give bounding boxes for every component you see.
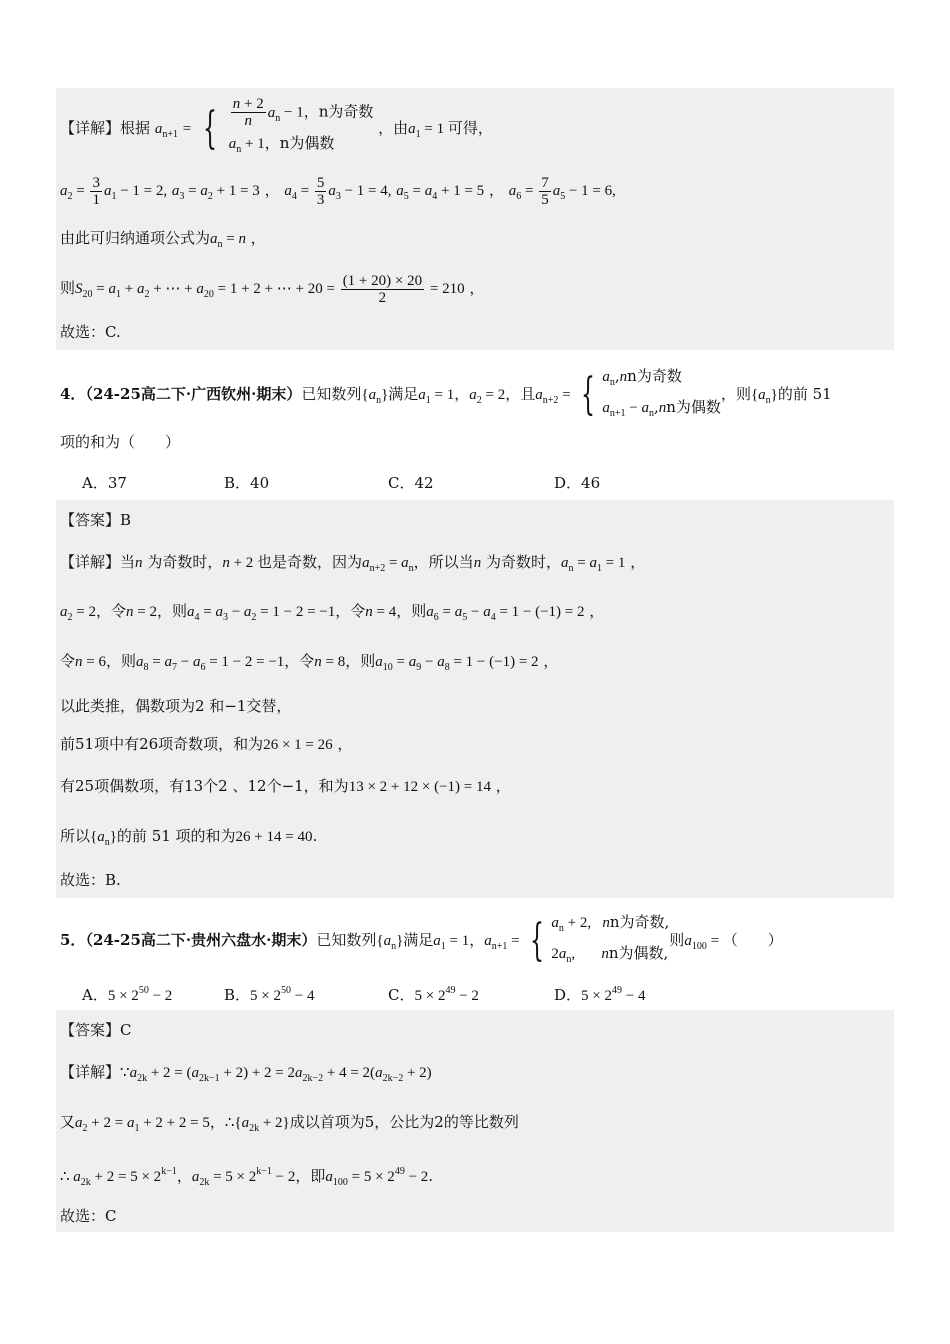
question-4-option-c: C．42 xyxy=(388,474,434,492)
brace-icon: { xyxy=(581,369,596,420)
solution-5-line-2: 又$a_2 + 2 = a_1 + 2 + 2 = 5$，$\therefore\{a_{2k} + 2\}$成以首项为5，公比为2的等比数列 xyxy=(60,1113,519,1134)
question-5-option-c: C．$5 \times 2^{49} - 2$ xyxy=(388,985,479,1004)
question-5-option-a: A．$5 \times 2^{50} - 2$ xyxy=(82,985,173,1004)
solution-4-line-1: 【详解】当n 为奇数时，n + 2 也是奇数，因为$a_{n+2} = a_n$，所以当n 为奇数时，$a_n = a_1 = 1$ ， xyxy=(60,553,646,574)
brace-icon: { xyxy=(202,102,217,154)
question-4-option-b: B．40 xyxy=(224,474,270,492)
solution-3-choice: 故选：C. xyxy=(60,323,121,341)
brace-icon: { xyxy=(530,915,545,966)
solution-3-line-3: 由此可归纳通项公式为$a_n = n$ ， xyxy=(60,229,266,250)
detail-label: 【详解】 xyxy=(60,118,121,137)
solution-5-line-3: ∴ $a_{2k} + 2 = 5 \times 2^{k-1}$，$a_{2k} = 5 \times 2^{k-1} - 2$，即$a_{100} = 5 \times 2^{49} - 2$. xyxy=(60,1166,434,1188)
piecewise-definition: $\frac{n + 2}{n}$ $a_n - 1$，n为奇数 $a_n + 1$，n为偶数 xyxy=(228,96,374,155)
question-4-option-a: A．37 xyxy=(82,474,127,492)
solution-3-line-2: $a_2$ = $\frac{3}{1}$ $a_1 - 1 = 2$, $a_3 = a_2 + 1 = 3$ ， $a_4$ = $\frac{5}{3}$ $a_3 - 1 = 4$, $a_5 = a_4 + 1 = 5$ ， $a_6$ = $\frac{7}{5}$ $a_5 - 1 = 6$, xyxy=(60,174,616,208)
solution-5-line-1: 【详解】$\because a_{2k} + 2 = (a_{2k-1} + 2) + 2 = 2a_{2k-2} + 4 = 2(a_{2k-2} + 2)$ xyxy=(60,1063,432,1084)
answer-4: 【答案】B xyxy=(60,511,132,529)
question-5-option-d: D．$5 \times 2^{49} - 4$ xyxy=(554,985,646,1004)
solution-3-line-1: 【详解】根据 $a_{n+1}$ = { $\frac{n + 2}{n}$ $a_n - 1$，n为奇数 $a_n + 1$，n为偶数 ，由$a_1 = 1$ 可得， xyxy=(60,96,493,165)
question-5-source: （24-25高二下·贵州六盘水·期末） xyxy=(85,931,317,949)
question-4-source: （24-25高二下·广西钦州·期末） xyxy=(85,385,302,403)
solution-5-choice: 故选：C xyxy=(60,1207,117,1225)
solution-4-line-7: 所以$\{a_n\}$的前 51 项的和为26 + 14 = 40. xyxy=(60,827,318,848)
solution-4-line-4: 以此类推，偶数项为2 和−1交替， xyxy=(60,697,292,715)
solution-4-line-5: 前51项中有26项奇数项，和为26 × 1 = 26 ， xyxy=(60,735,353,753)
solution-4-line-3: 令n = 6，则$a_8 = a_7 - a_6 = 1 - 2 = -1$，令n = 8，则$a_{10} = a_9 - a_8 = 1 - (-1) = 2$ ， xyxy=(60,652,559,673)
solution-4-line-2: $a_2 = 2$，令n = 2，则$a_4 = a_3 - a_2 = 1 - 2 = -1$，令n = 4，则$a_6 = a_5 - a_4 = 1 - (-1) = 2$ ， xyxy=(60,602,605,623)
solution-3-line-4: 则$S_{20} = a_1 + a_2$ + ⋯ + $a_{20} = 1 + 2$ + ⋯ + 20 = $\frac{(1 + 20) \times 20}{2}$ = 210 ， xyxy=(60,272,485,306)
solution-4-choice: 故选：B. xyxy=(60,871,121,889)
question-5-stem: 5．（24-25高二下·贵州六盘水·期末）已知数列$\{a_n\}$满足$a_1 = 1$，$a_{n+1}$ = { $a_n + 2$, nn为奇数, $2a_n$, nn为偶数, 则$a_{100}$ = （ ） xyxy=(60,913,783,966)
question-4-stem: 4．（24-25高二下·广西钦州·期末）已知数列$\{a_n\}$满足$a_1 = 1$，$a_2 = 2$，且$a_{n+2}$ = { $a_n,nn$为奇数 $a_{n+1} - a_n,nn$为偶数 ，则$\{a_n\}$的前 51 xyxy=(60,367,832,420)
question-4-stem-cont: 项的和为（ ） xyxy=(60,433,181,451)
answer-5: 【答案】C xyxy=(60,1021,132,1039)
solution-4-line-6: 有25项偶数项，有13个2 、12个−1，和为13 × 2 + 12 × (−1) = 14 ， xyxy=(60,777,511,795)
question-5-option-b: B．$5 \times 2^{50} - 4$ xyxy=(224,985,315,1004)
question-4-option-d: D．46 xyxy=(554,474,601,492)
